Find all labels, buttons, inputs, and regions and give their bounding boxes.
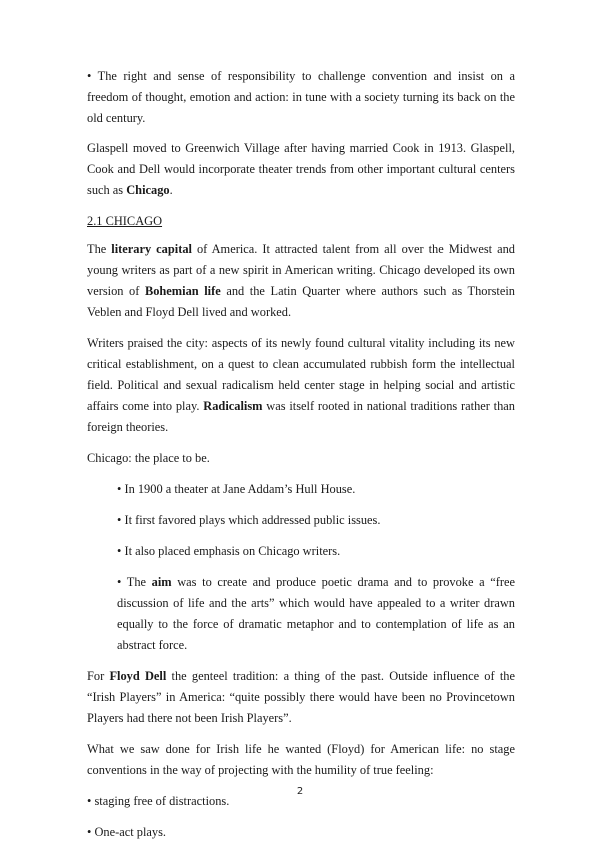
chicago-bullet-list [87,479,515,656]
bold-term-chicago: Chicago [126,183,170,197]
text: Glaspell moved to Greenwich Village after having married Cook in 1913. Glaspell, Cook and Dell would incorporate theater trends from other important cultural centers such as [87,141,515,197]
section-heading: 2.1 CHICAGO [87,214,163,228]
paragraph-place-to-be: Chicago: the place to be. [87,451,210,465]
text: of America. It attracted talent from all over the Midwest and young writers as part of a new spirit in American writing. Chicago developed its own version of [87,242,515,298]
list-item: • It also placed emphasis on Chicago writers. [117,541,515,562]
bold-term-aim: aim [151,575,172,589]
text: and the Latin Quarter where authors such as Thorstein Veblen and Floyd Dell lived and worked. [87,284,515,319]
text: Writers praised the city: aspects of its newly found cultural vitality including its new critical establishment, on a quest to clean accumulated rubbish form the intellectual field. Political and sexual radicalism held center stage in helping social and artistic affairs come into play. [87,336,515,413]
paragraph-irish-life: What we saw done for Irish life he wanted (Floyd) for American life: no stage conventions in the way of projecting with the humility of true feeling: [87,742,515,777]
text: The [126,575,152,589]
list-item: • One-act plays. [87,822,515,843]
text: The [87,242,112,256]
paragraph-floyd-dell [87,666,515,729]
text: was itself rooted in national traditions rather than foreign theories. [87,399,515,434]
text: was to create and produce poetic drama and to provoke a “free discussion of life and the arts” which would have appealed to a writer drawn equally to the force of dramatic metaphor and to contemplation of life as an abstract force. [117,575,515,652]
paragraph-glaspell [87,138,515,201]
text: . [169,183,173,197]
list-item: • In 1900 a theater at Jane Addam’s Hull House. [117,479,515,500]
bold-term-literary-capital: literary capital [111,242,192,256]
paragraph-convention [87,66,515,129]
paragraph-writers-praised [87,333,515,438]
page-body [87,66,515,853]
text: and insist on a freedom of thought, emotion and action: in tune with a society turning its back on the old century. [87,69,515,125]
list-item: • staging free of distractions. [87,791,515,812]
page-number: 2 [296,786,304,797]
list-item: • It first favored plays which addressed public issues. [117,510,515,531]
bold-term-floyd-dell: Floyd Dell [109,669,167,683]
bullet-text-convention: • The right and sense of responsibility to challenge convention [87,69,427,83]
paragraph-literary-capital [87,239,515,323]
text: the genteel tradition: a thing of the past. Outside influence of the “Irish Players” in America: “quite possibly there would have been no Provincetown Players had there not been Irish Players”. [87,669,515,725]
text: For [87,669,110,683]
bold-term-radicalism: Radicalism [203,399,263,413]
list-item-aim [117,572,515,656]
bold-term-bohemian-life: Bohemian life [144,284,221,298]
